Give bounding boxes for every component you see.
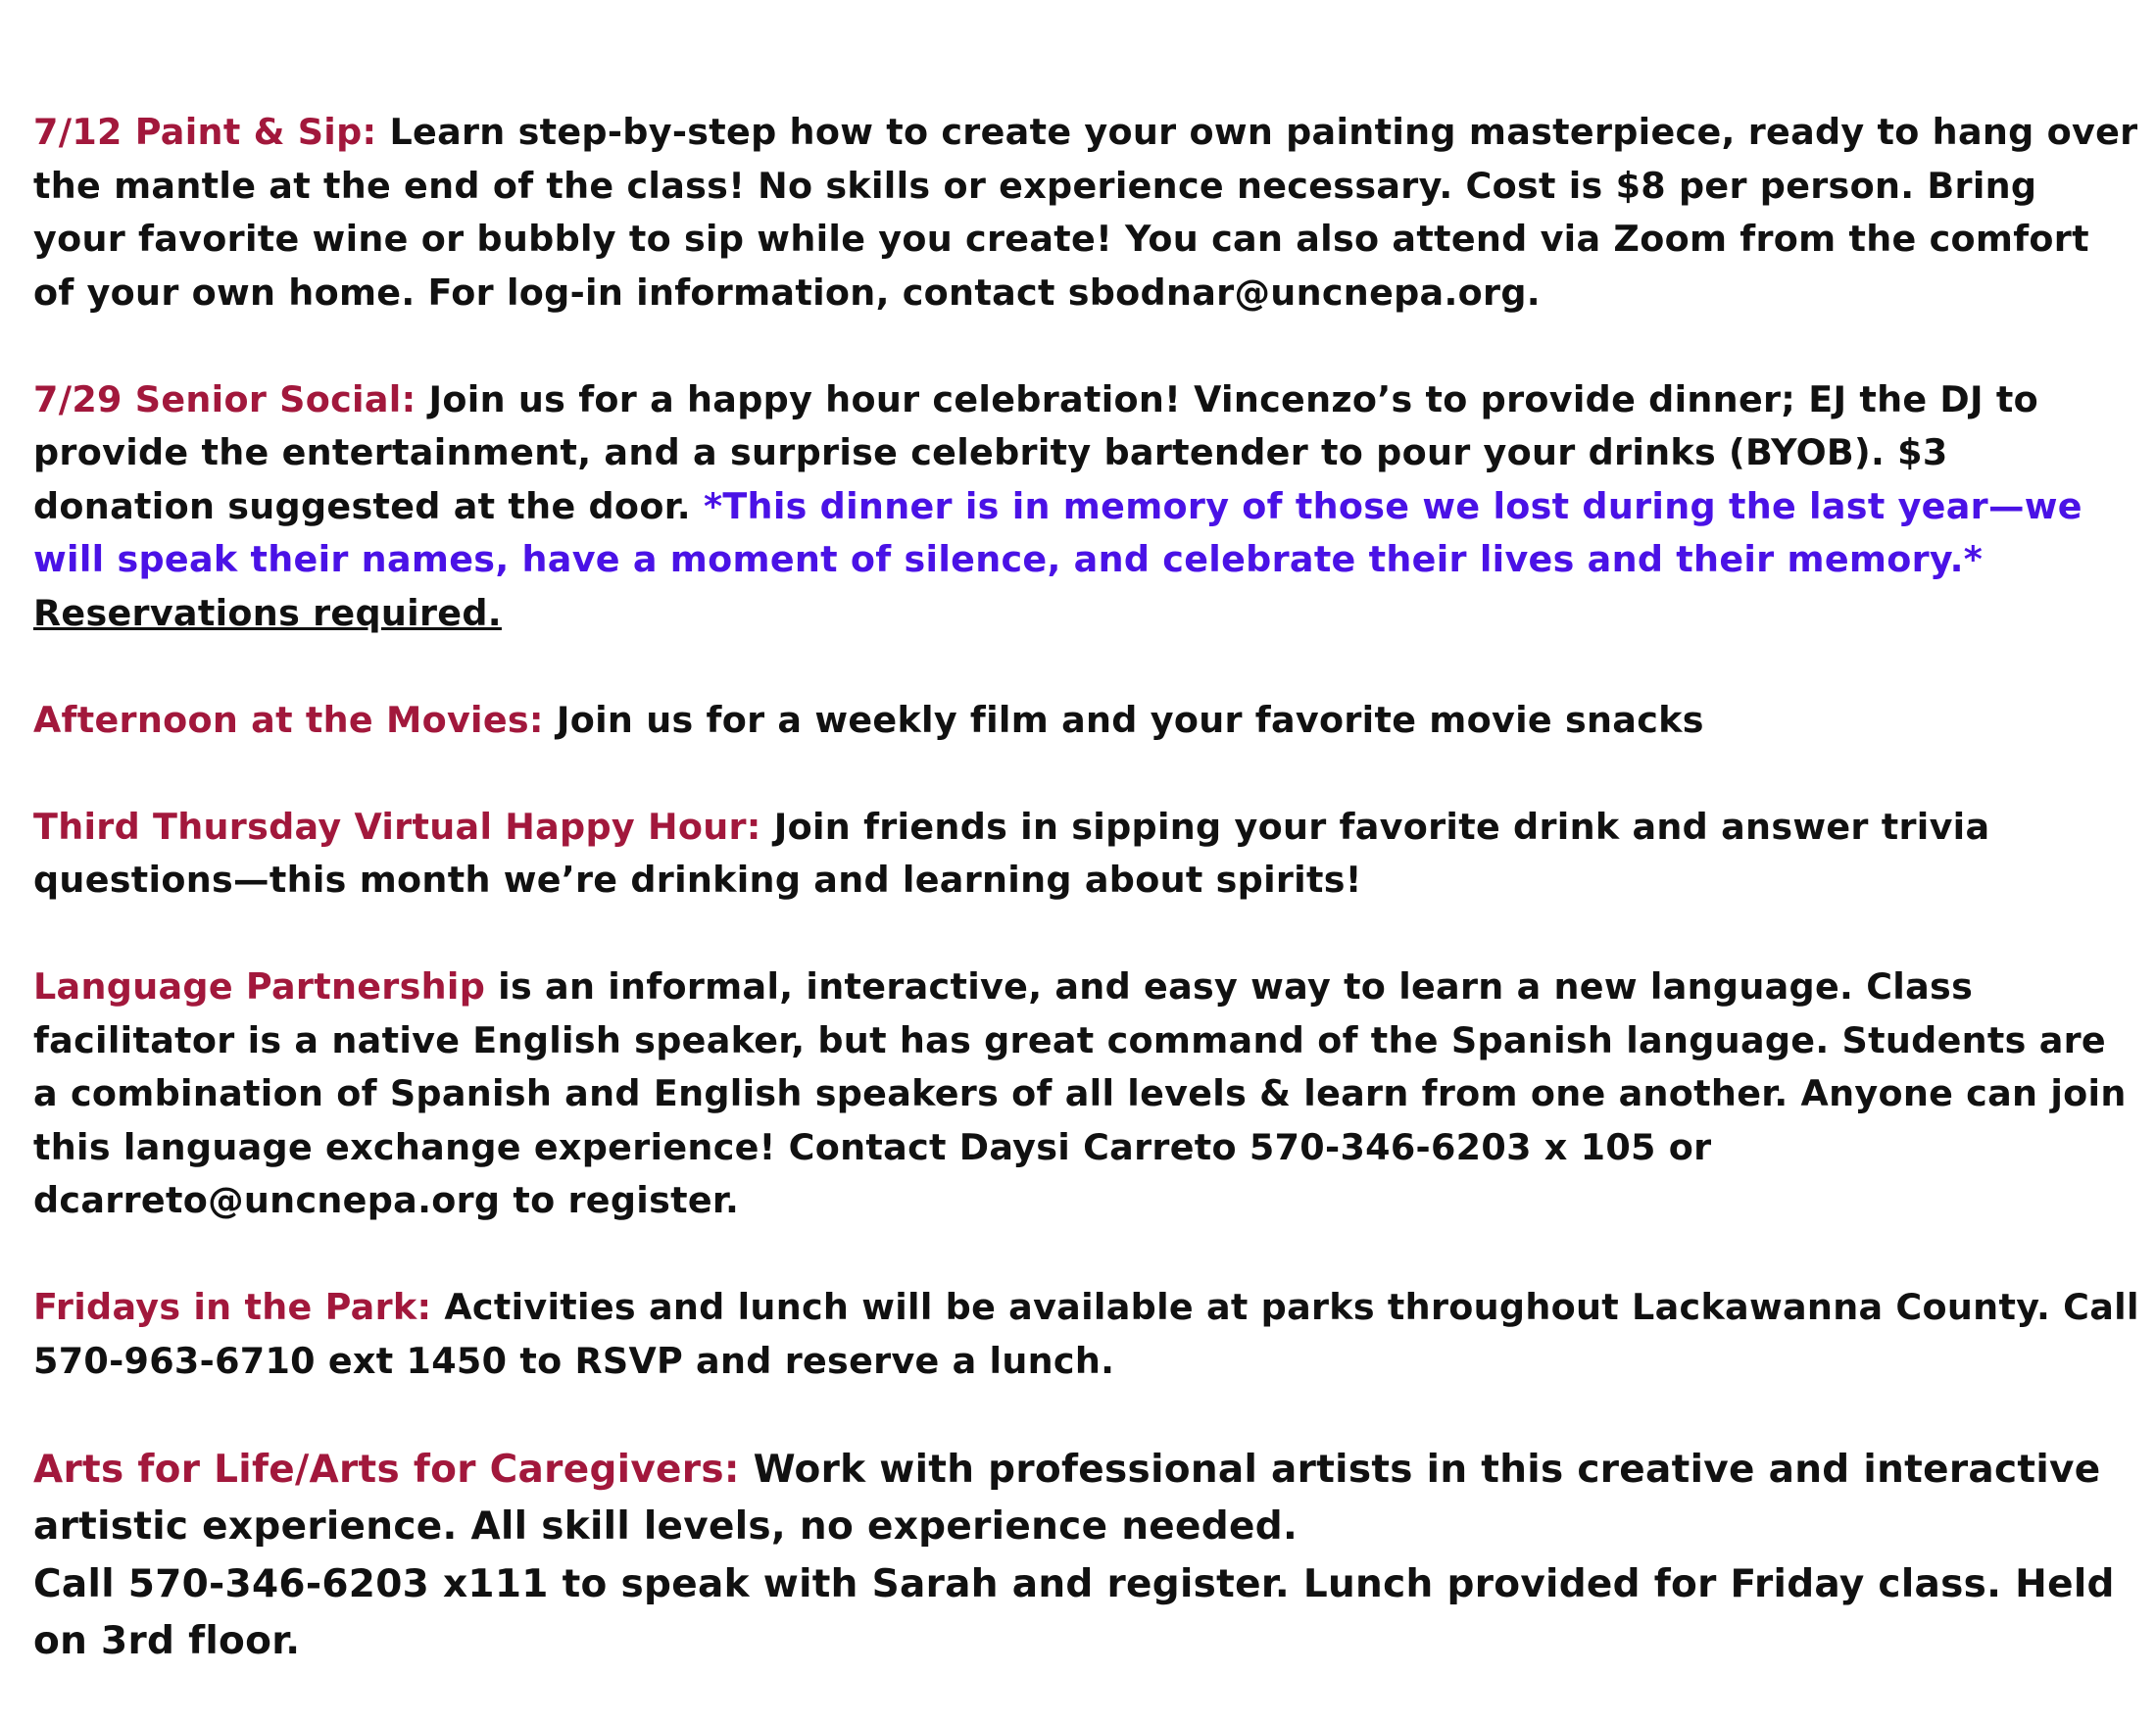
entry-description: Join us for a happy hour celebration! Vincenzo’s to provide dinner; EJ the DJ to provide the entertainment, and a surprise celebrity bartender to pour your drinks (BYOB). $3 donation suggested at the door.	[33, 377, 2039, 527]
entry-language-partnership	[33, 961, 2140, 1228]
reservation-note: Reservations required.	[33, 591, 502, 634]
entry-virtual-happy-hour	[33, 801, 2140, 908]
entry-heading: Fridays in the Park:	[33, 1286, 432, 1328]
entry-description: Learn step-by-step how to create your own painting masterpiece, ready to hang over the mantle at the end of the class! No skills or experience necessary. Cost is $8 per person. Bring your favorite wine or bubbly to sip while you create! You can also attend via Zoom from the comfort of your own home. For log-in information, contact sbodnar@uncnepa.org.	[33, 111, 2138, 314]
entry-description: Join friends in sipping your favorite drink and answer trivia questions—this month we’re drinking and learning about spirits!	[33, 805, 1990, 901]
entry-heading: 7/12 Paint & Sip:	[33, 111, 377, 153]
entry-fridays-in-the-park	[33, 1281, 2140, 1388]
entry-paint-and-sip	[33, 106, 2140, 320]
entry-description: Activities and lunch will be available at parks throughout Lackawanna County. Call 570-963-6710 ext 1450 to RSVP and reserve a lunch.	[33, 1286, 2139, 1382]
entry-heading: Arts for Life/Arts for Caregivers:	[33, 1447, 740, 1492]
memorial-note: *This dinner is in memory of those we lost during the last year—we will speak their names, have a moment of silence, and celebrate their lives and their memory.*	[33, 484, 2082, 580]
entry-contact-details: Call 570-346-6203 x111 to speak with Sarah and register. Lunch provided for Friday class. Held on 3rd floor.	[33, 1561, 2115, 1663]
activities-page	[33, 106, 2140, 1724]
entry-description: is an informal, interactive, and easy way to learn a new language. Class facilitator is a native English speaker, but has great command of the Spanish language. Students are a combination of Spanish and English speakers of all levels & learn from one another. Anyone can join this language exchange experience! Contact Daysi Carreto 570-346-6203 x 105 or dcarreto@uncnepa.org to register.	[33, 965, 2127, 1221]
entry-heading: Third Thursday Virtual Happy Hour:	[33, 805, 761, 848]
entry-description: Join us for a weekly film and your favorite movie snacks	[543, 698, 1704, 741]
entry-heading: Afternoon at the Movies:	[33, 698, 544, 741]
entry-description: Work with professional artists in this creative and interactive artistic experience. All skill levels, no experience needed.	[33, 1447, 2101, 1549]
entry-senior-social	[33, 373, 2140, 641]
entry-heading: Language Partnership	[33, 965, 486, 1008]
entry-heading: 7/29 Senior Social:	[33, 377, 416, 420]
entry-afternoon-movies	[33, 694, 2140, 748]
entry-arts-for-life	[33, 1442, 2140, 1671]
